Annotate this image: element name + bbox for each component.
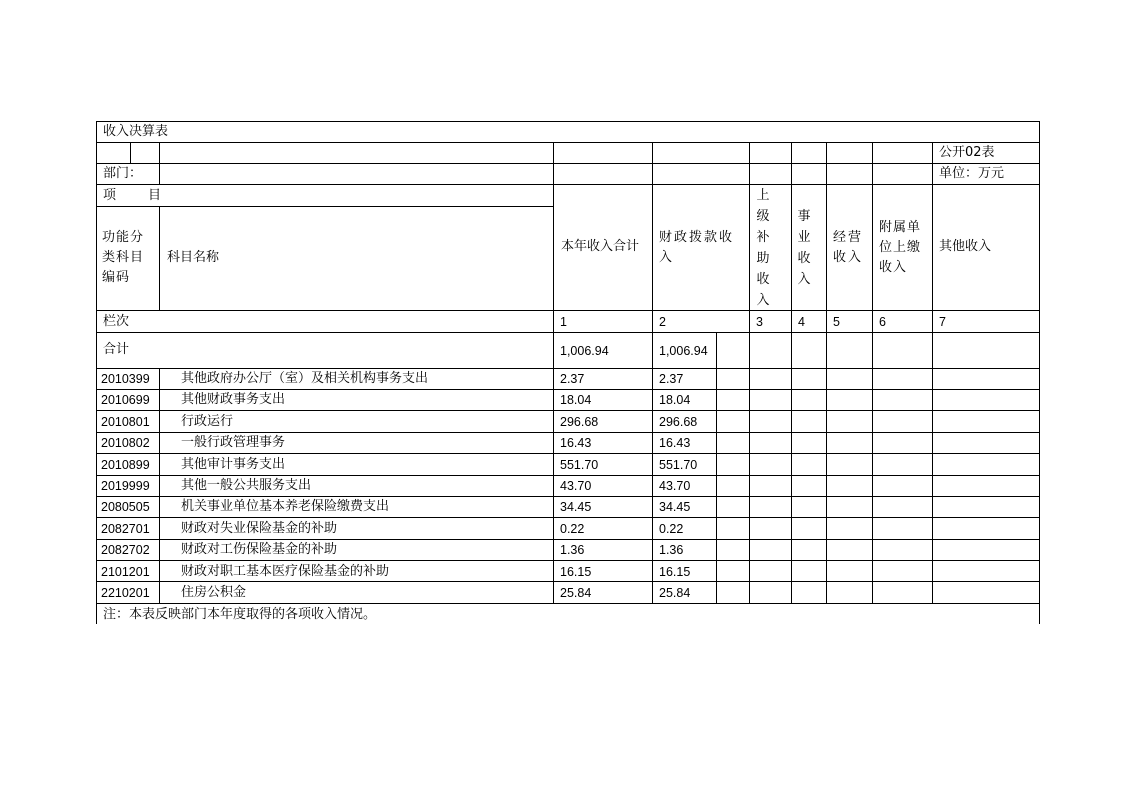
department-label: 部门： [103,166,143,181]
table-border-right [1039,121,1040,624]
grid-line [159,142,160,184]
header-business-income: 事业收入 [797,209,811,287]
grid-line [791,142,792,603]
grid-line [96,163,1040,164]
row-code: 2010802 [101,436,150,450]
grid-line [130,142,131,163]
column-index-3: 3 [756,315,763,329]
grid-line [872,142,873,603]
row-subject-name: 一般行政管理事务 [181,435,286,450]
table-number: 公开02表 [939,145,995,160]
grid-line [96,432,1040,433]
row-fiscal: 16.43 [659,436,691,450]
header-operating-income: 经营收入 [833,230,864,265]
row-code: 2080505 [101,500,150,514]
unit-label: 单位：万元 [939,166,1005,181]
header-fiscal-allocation: 财政拨款收入 [659,230,735,265]
grid-line [553,142,554,184]
column-index-label: 栏次 [103,314,130,329]
row-total: 551.70 [560,458,599,472]
grid-line [932,142,933,603]
grid-line [96,581,1040,582]
row-total: 18.04 [560,393,592,407]
total-row-fiscal: 1,006.94 [659,344,708,358]
grid-line [96,410,1040,411]
row-total: 296.68 [560,415,599,429]
row-code: 2019999 [101,479,150,493]
header-item: 项 目 [103,188,164,203]
column-index-5: 5 [833,315,840,329]
row-code: 2210201 [101,586,150,600]
table-title: 收入决算表 [103,124,169,139]
grid-line [96,560,1040,561]
row-total: 16.15 [560,565,592,579]
grid-line [96,310,1040,311]
header-function-code: 功能分类科目编码 [102,230,145,285]
grid-line [96,453,1040,454]
row-code: 2010801 [101,415,150,429]
grid-line [159,368,160,603]
row-code: 2082702 [101,543,150,557]
row-fiscal: 551.70 [659,458,698,472]
header-total-income: 本年收入合计 [561,239,640,254]
header-other-income: 其他收入 [939,239,992,254]
column-index-7: 7 [939,315,946,329]
row-code: 2010399 [101,372,150,386]
grid-line [96,603,1040,604]
row-subject-name: 住房公积金 [181,585,247,600]
row-fiscal: 0.22 [659,522,684,536]
grid-line [553,184,554,603]
row-subject-name: 机关事业单位基本养老保险缴费支出 [181,499,390,514]
grid-line [96,206,553,207]
row-code: 2010899 [101,458,150,472]
header-superior-subsidy: 上级补助收入 [756,188,770,308]
row-total: 1.36 [560,543,585,557]
table-note: 注：本表反映部门本年度取得的各项收入情况。 [103,607,377,622]
column-index-6: 6 [879,315,886,329]
row-code: 2101201 [101,565,150,579]
row-total: 34.45 [560,500,592,514]
grid-line [96,184,1040,185]
header-affiliated-income: 附属单位上缴收入 [879,220,922,275]
row-fiscal: 43.70 [659,479,691,493]
table-border-left [96,121,97,624]
row-subject-name: 其他审计事务支出 [181,457,286,472]
row-fiscal: 34.45 [659,500,691,514]
table-border-top [96,121,1040,122]
row-fiscal: 16.15 [659,565,691,579]
column-index-1: 1 [560,315,567,329]
row-total: 16.43 [560,436,592,450]
row-total: 25.84 [560,586,592,600]
row-subject-name: 财政对工伤保险基金的补助 [181,542,338,557]
grid-line [159,206,160,310]
row-code: 2010699 [101,393,150,407]
row-fiscal: 18.04 [659,393,691,407]
total-row-label: 合计 [103,342,130,357]
column-index-4: 4 [798,315,805,329]
row-subject-name: 其他政府办公厅（室）及相关机构事务支出 [181,371,429,386]
grid-line [826,142,827,603]
grid-line [652,142,653,603]
grid-line [96,389,1040,390]
row-fiscal: 2.37 [659,372,684,386]
row-total: 43.70 [560,479,592,493]
header-subject-name: 科目名称 [167,250,220,265]
column-index-2: 2 [659,315,666,329]
grid-line [96,539,1040,540]
row-subject-name: 行政运行 [181,414,234,429]
grid-line [96,475,1040,476]
grid-line [96,332,1040,333]
row-total: 2.37 [560,372,585,386]
grid-line [96,517,1040,518]
row-fiscal: 296.68 [659,415,698,429]
grid-line [96,496,1040,497]
row-subject-name: 财政对失业保险基金的补助 [181,521,338,536]
row-fiscal: 1.36 [659,543,684,557]
row-subject-name: 其他一般公共服务支出 [181,478,312,493]
grid-line [716,332,717,603]
row-subject-name: 财政对职工基本医疗保险基金的补助 [181,564,390,579]
total-row-total: 1,006.94 [560,344,609,358]
row-total: 0.22 [560,522,585,536]
row-code: 2082701 [101,522,150,536]
grid-line [96,142,1040,143]
grid-line [96,368,1040,369]
row-fiscal: 25.84 [659,586,691,600]
row-subject-name: 其他财政事务支出 [181,392,286,407]
grid-line [749,142,750,603]
